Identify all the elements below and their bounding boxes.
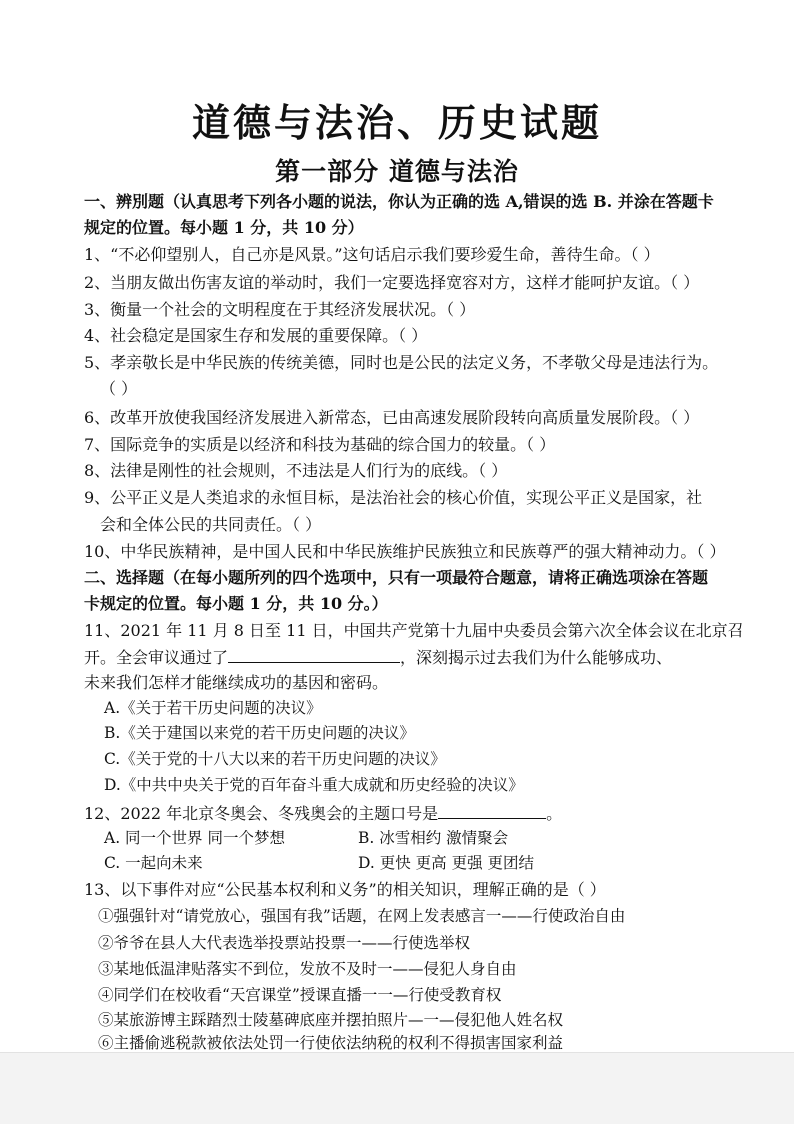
question-10: 10、中华民族精神，是中国人民和中华民族维护民族独立和民族尊严的强大精神动力。（ ） bbox=[84, 542, 726, 561]
question-11-line3: 未来我们怎样才能继续成功的基因和密码。 bbox=[84, 673, 389, 692]
question-1: 1、“不必仰望别人，自己亦是风景。”这句话启示我们要珍爱生命，善待生命。（ ） bbox=[84, 245, 660, 264]
question-8: 8、法律是刚性的社会规则，不违法是人们行为的底线。（ ） bbox=[84, 461, 508, 480]
section1-heading-line1: 一、辨別题（认真思考下列各小题的说法，你认为正确的选 A,错误的选 B. 并涂在答题卡 bbox=[84, 192, 714, 211]
q11-option-a: A.《关于若干历史问题的决议》 bbox=[104, 699, 322, 717]
question-5-line1: 5、孝亲敬长是中华民族的传统美德，同时也是公民的法定义务，不孝敬父母是违法行为。 bbox=[84, 353, 719, 372]
question-12-end: 。 bbox=[546, 804, 563, 823]
q13-item-6: ⑥主播偷逃税款被依法处罚一行使依法纳税的权利不得损害国家利益 bbox=[98, 1034, 564, 1052]
page-bottom-margin bbox=[0, 1052, 794, 1124]
q11-option-c: C.《关于党的十八大以来的若干历史问题的决议》 bbox=[104, 750, 446, 768]
question-11-line1: 11、2021 年 11 月 8 日至 11 日，中国共产党第十九届中央委员会第六次全体会议在北京召 bbox=[84, 621, 744, 640]
question-6: 6、改革开放使我国经济发展进入新常态，已由高速发展阶段转向高质量发展阶段。（ ） bbox=[84, 408, 700, 427]
question-7: 7、国际竞争的实质是以经济和科技为基础的综合国力的较量。（ ） bbox=[84, 435, 556, 454]
q13-item-1: ①强强针对“请党放心，强国有我”话题，在网上发表感言一——行使政治自由 bbox=[98, 907, 626, 925]
q11-option-b: B.《关于建国以来党的若干历史问题的决议》 bbox=[104, 724, 415, 742]
q12-option-d: D. 更快 更高 更强 更团结 bbox=[358, 854, 535, 872]
q13-item-5: ⑤某旅游博主踩踏烈士陵墓碑底座并摆拍照片—一—侵犯他人姓名权 bbox=[98, 1011, 564, 1029]
q12-option-b: B. 冰雪相约 激情聚会 bbox=[358, 829, 509, 847]
q12-option-a: A. 同一个世界 同一个梦想 bbox=[104, 829, 285, 847]
question-4: 4、社会稳定是国家生存和发展的重要保障。（ ） bbox=[84, 326, 428, 345]
section2-heading-line1: 二、选择题（在每小题所列的四个选项中，只有一项最符合题意，请将正确选项涂在答题 bbox=[84, 568, 709, 587]
q12-option-c: C. 一起向未来 bbox=[104, 854, 203, 872]
q13-item-2: ②爷爷在县人大代表选举投票站投票一——行使选举权 bbox=[98, 934, 471, 952]
question-11-line2-start: 开。全会审议通过了 bbox=[84, 648, 229, 667]
question-3: 3、衡量一个社会的文明程度在于其经济发展状况。（ ） bbox=[84, 300, 476, 319]
question-5-line2: （ ） bbox=[100, 379, 138, 398]
answer-blank-12 bbox=[438, 802, 546, 819]
section1-heading-line2: 规定的位置。每小题 1 分，共 10 分） bbox=[84, 218, 364, 237]
question-12-text: 12、2022 年北京冬奥会、冬残奥会的主题口号是 bbox=[84, 804, 439, 823]
section2-heading-line2: 卡规定的位置。每小题 1 分，共 10 分。） bbox=[84, 594, 388, 613]
question-11-line2 bbox=[84, 645, 672, 668]
question-9-line2: 会和全体公民的共同责任。（ ） bbox=[100, 515, 322, 534]
q13-item-3: ③某地低温津贴落实不到位，发放不及时一——侵犯人身自由 bbox=[98, 960, 517, 978]
question-13: 13、以下事件对应“公民基本权利和义务”的相关知识，理解正确的是（ ） bbox=[84, 880, 606, 899]
q13-item-4: ④同学们在校收看“天宫课堂”授课直播一一—行使受教育权 bbox=[98, 986, 502, 1004]
question-2: 2、当朋友做出伤害友谊的举动时，我们一定要选择宽容对方，这样才能呵护友谊。（ ） bbox=[84, 273, 700, 292]
part-title: 第一部分 道德与法治 bbox=[275, 157, 519, 186]
q11-option-d: D.《中共中央关于党的百年奋斗重大成就和历史经验的决议》 bbox=[104, 776, 524, 794]
exam-title: 道德与法治、历史试题 bbox=[191, 100, 602, 145]
answer-blank-11 bbox=[228, 646, 400, 663]
question-12 bbox=[84, 801, 562, 824]
question-11-line2-end: ，深刻揭示过去我们为什么能够成功、 bbox=[400, 648, 673, 667]
question-9-line1: 9、公平正义是人类追求的永恒目标，是法治社会的核心价值，实现公平正义是国家，社 bbox=[84, 488, 703, 507]
